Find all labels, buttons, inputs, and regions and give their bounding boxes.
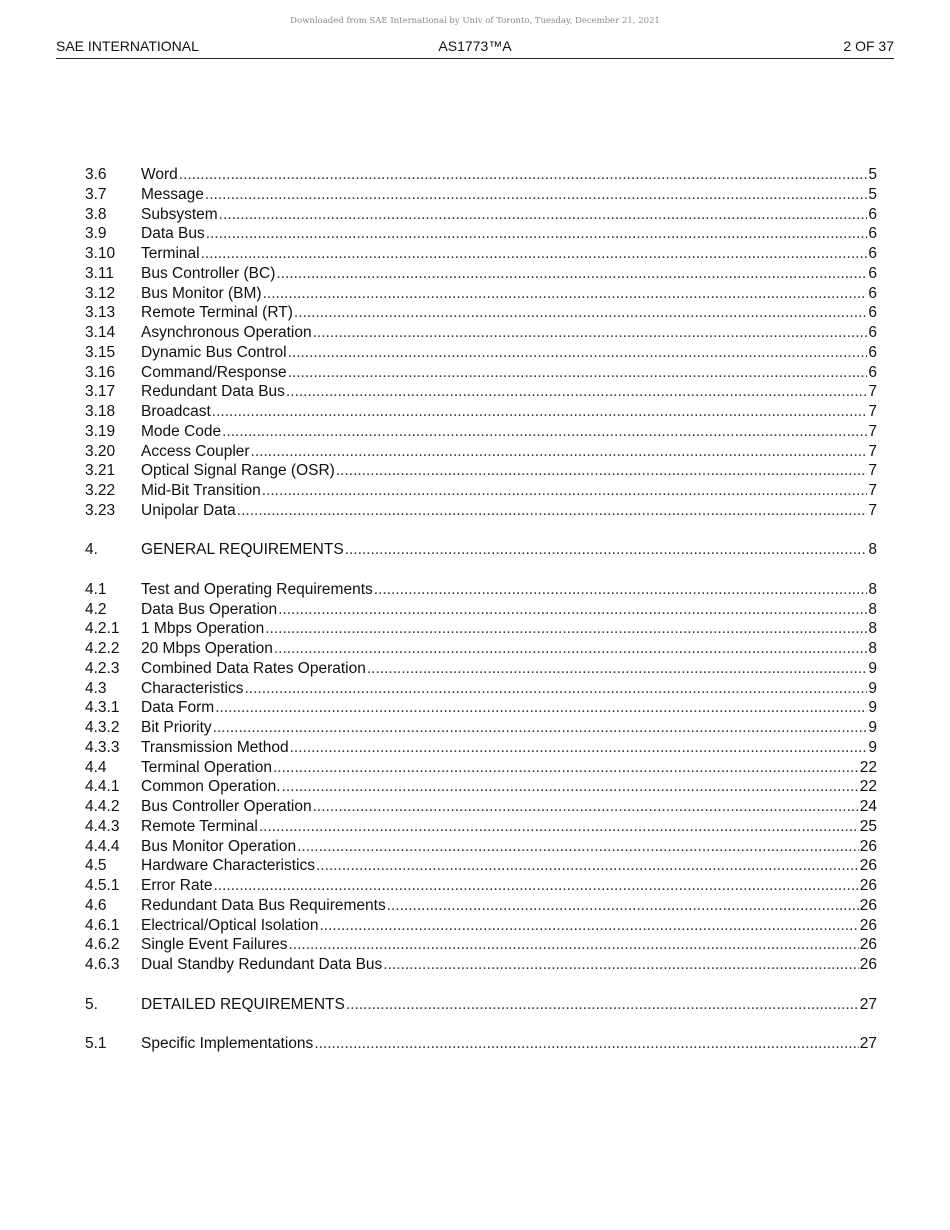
dot-leader (237, 501, 868, 521)
dot-leader (251, 442, 868, 462)
dot-leader (206, 224, 868, 244)
toc-entry-title: Transmission Method (141, 738, 289, 756)
toc-entry-page: 26 (859, 896, 877, 914)
toc-entry-page: 6 (868, 324, 877, 341)
toc-entry[interactable] (85, 856, 877, 876)
dot-leader (319, 916, 858, 936)
dot-leader (313, 797, 859, 817)
toc-entry-title: Bus Monitor (BM) (141, 284, 262, 302)
toc-entry-number: 4.4.3 (85, 817, 120, 835)
toc-spacer (85, 521, 877, 541)
toc-entry-number: 4.6.2 (85, 936, 120, 954)
toc-entry-page: 26 (859, 936, 877, 954)
toc-entry[interactable] (85, 639, 877, 659)
toc-entry-page: 9 (868, 699, 877, 717)
toc-entry-number: 3.10 (85, 245, 116, 262)
toc-entry-page: 26 (859, 916, 877, 934)
toc-entry[interactable] (85, 876, 877, 896)
toc-entry[interactable] (85, 382, 877, 402)
toc-entry-title: Remote Terminal (141, 817, 258, 835)
toc-entry-title: Data Bus Operation (141, 600, 278, 618)
toc-entry-number: 5. (85, 995, 98, 1013)
toc-entry-page: 8 (868, 580, 877, 598)
toc-entry-page: 25 (859, 817, 877, 835)
toc-entry[interactable] (85, 698, 877, 718)
toc-entry-number: 4.4.4 (85, 837, 120, 855)
toc-entry-number: 3.19 (85, 422, 116, 440)
header-organization: SAE INTERNATIONAL (56, 38, 199, 54)
toc-entry-title: Command/Response (141, 363, 287, 381)
toc-entry-title: Bus Controller (BC) (141, 264, 276, 282)
toc-entry[interactable] (85, 1034, 877, 1054)
toc-entry-page: 7 (868, 501, 877, 519)
toc-entry-number: 4.3.2 (85, 719, 120, 736)
toc-entry-title: Terminal Operation (141, 758, 272, 776)
dot-leader (212, 402, 868, 422)
download-watermark: Downloaded from SAE International by Univ of Toronto, Tuesday, December 21, 2021 (290, 16, 660, 26)
toc-entry[interactable] (85, 402, 877, 422)
toc-entry-number: 3.9 (85, 225, 107, 243)
dot-leader (263, 284, 868, 304)
toc-entry-page: 27 (859, 1035, 877, 1052)
toc-entry-page: 7 (868, 422, 877, 440)
toc-entry-title: Hardware Characteristics (141, 857, 315, 875)
toc-entry-page: 5 (868, 185, 877, 203)
toc-entry[interactable] (85, 165, 877, 185)
toc-entry-title: Data Bus (141, 225, 205, 243)
dot-leader (214, 876, 859, 896)
toc-entry[interactable] (85, 758, 877, 778)
toc-entry-number: 4.5.1 (85, 877, 120, 894)
dot-leader (336, 461, 868, 481)
dot-leader (288, 935, 858, 955)
toc-entry-title: Dynamic Bus Control (141, 343, 287, 361)
toc-entry-page: 7 (868, 442, 877, 460)
toc-entry[interactable] (85, 323, 877, 343)
toc-entry-page: 6 (868, 225, 877, 243)
toc-entry-title: Characteristics (141, 679, 244, 697)
toc-entry-title: Asynchronous Operation (141, 324, 312, 341)
toc-entry-page: 6 (868, 343, 877, 361)
toc-entry-title: Test and Operating Requirements (141, 580, 373, 598)
dot-leader (288, 363, 868, 383)
toc-entry-title: GENERAL REQUIREMENTS (141, 541, 344, 559)
toc-entry-number: 3.15 (85, 343, 116, 361)
dot-leader (222, 422, 867, 442)
toc-entry-number: 4.6.3 (85, 956, 120, 973)
toc-entry-number: 4. (85, 541, 98, 559)
dot-leader (367, 659, 868, 679)
toc-entry-title: Common Operation. (141, 778, 281, 796)
toc-entry-title: Mid-Bit Transition (141, 482, 261, 499)
dot-leader (259, 817, 859, 837)
toc-entry[interactable] (85, 600, 877, 620)
toc-entry-number: 4.4.1 (85, 778, 120, 796)
dot-leader (278, 600, 867, 620)
toc-entry[interactable] (85, 205, 877, 225)
toc-entry-title: Bus Controller Operation (141, 798, 312, 815)
toc-entry[interactable] (85, 501, 877, 521)
dot-leader (219, 205, 868, 225)
toc-entry[interactable] (85, 679, 877, 699)
toc-entry-number: 4.3.3 (85, 738, 120, 756)
toc-spacer (85, 1014, 877, 1034)
toc-entry-number: 3.21 (85, 462, 116, 480)
dot-leader (387, 896, 859, 916)
dot-leader (201, 244, 868, 264)
toc-entry-number: 3.17 (85, 383, 116, 401)
toc-entry[interactable] (85, 224, 877, 244)
toc-entry-page: 8 (868, 541, 877, 559)
toc-entry-number: 4.2.1 (85, 620, 120, 638)
toc-entry-title: DETAILED REQUIREMENTS (141, 995, 345, 1013)
toc-entry[interactable] (85, 955, 877, 975)
toc-entry-number: 3.13 (85, 304, 116, 322)
dot-leader (262, 481, 868, 501)
dot-leader (205, 185, 867, 205)
toc-entry[interactable] (85, 738, 877, 758)
toc-entry-number: 3.6 (85, 166, 107, 183)
toc-entry-title: Subsystem (141, 205, 218, 223)
toc-entry-number: 4.5 (85, 857, 107, 875)
toc-entry[interactable] (85, 264, 877, 284)
toc-entry[interactable] (85, 817, 877, 837)
toc-entry-title: Error Rate (141, 877, 213, 894)
dot-leader (273, 758, 859, 778)
toc-entry-title: Bus Monitor Operation (141, 837, 297, 855)
toc-entry-page: 6 (868, 264, 877, 282)
toc-entry[interactable] (85, 659, 877, 679)
toc-entry-title: Broadcast (141, 403, 211, 420)
toc-entry-number: 3.20 (85, 442, 116, 460)
toc-entry-page: 7 (868, 403, 877, 420)
dot-leader (374, 580, 868, 600)
toc-entry[interactable] (85, 619, 877, 639)
toc-entry-page: 26 (859, 857, 877, 875)
toc-entry-page: 9 (868, 659, 877, 677)
toc-entry-title: 1 Mbps Operation (141, 620, 265, 638)
toc-entry-page: 26 (859, 837, 877, 855)
toc-entry-page: 6 (868, 363, 877, 381)
toc-entry[interactable] (85, 916, 877, 936)
header-page-number: 2 OF 37 (843, 38, 894, 54)
toc-entry-title: Bit Priority (141, 719, 212, 736)
toc-entry-title: Terminal (141, 245, 200, 262)
dot-leader (297, 837, 859, 857)
dot-leader (213, 718, 868, 738)
toc-entry-number: 3.23 (85, 501, 116, 519)
page-header (56, 38, 894, 59)
header-document-id: AS1773™A (438, 38, 512, 54)
toc-spacer (85, 975, 877, 995)
toc-entry-title: Combined Data Rates Operation (141, 659, 366, 677)
toc-entry-page: 24 (859, 798, 877, 815)
toc-entry-title: Single Event Failures (141, 936, 288, 954)
toc-entry-title: Remote Terminal (RT) (141, 304, 293, 322)
toc-entry-title: Unipolar Data (141, 501, 236, 519)
toc-entry-title: Message (141, 185, 204, 203)
toc-entry-page: 5 (868, 166, 877, 183)
toc-entry-page: 7 (868, 462, 877, 480)
toc-entry-title: Access Coupler (141, 442, 250, 460)
toc-entry-title: 20 Mbps Operation (141, 640, 273, 657)
dot-leader (282, 777, 859, 797)
dot-leader (215, 698, 867, 718)
toc-entry-number: 4.4.2 (85, 798, 120, 815)
dot-leader (383, 955, 858, 975)
dot-leader (245, 679, 868, 699)
toc-entry-number: 4.6 (85, 896, 107, 914)
toc-entry[interactable] (85, 363, 877, 383)
toc-spacer (85, 560, 877, 580)
toc-entry[interactable] (85, 481, 877, 501)
dot-leader (179, 165, 868, 185)
toc-entry[interactable] (85, 896, 877, 916)
toc-entry-number: 4.2.2 (85, 640, 120, 657)
toc-entry-number: 3.18 (85, 403, 116, 420)
toc-entry-page: 8 (868, 640, 877, 657)
toc-entry-title: Dual Standby Redundant Data Bus (141, 956, 383, 973)
toc-entry-title: Redundant Data Bus Requirements (141, 896, 386, 914)
toc-entry-page: 7 (868, 482, 877, 499)
dot-leader (346, 995, 859, 1015)
toc-entry-page: 9 (868, 719, 877, 736)
toc-entry-page: 8 (868, 600, 877, 618)
toc-entry-page: 27 (859, 995, 877, 1013)
toc-entry-title: Word (141, 166, 178, 183)
toc-entry-number: 5.1 (85, 1035, 107, 1052)
toc-entry[interactable] (85, 797, 877, 817)
toc-entry-number: 3.8 (85, 205, 107, 223)
dot-leader (276, 264, 867, 284)
toc-entry[interactable] (85, 461, 877, 481)
toc-entry[interactable] (85, 343, 877, 363)
toc-entry-number: 4.4 (85, 758, 107, 776)
toc-entry[interactable] (85, 303, 877, 323)
toc-entry-number: 4.6.1 (85, 916, 120, 934)
toc-entry-page: 22 (859, 758, 877, 776)
toc-entry-page: 6 (868, 245, 877, 262)
toc-entry-number: 4.3.1 (85, 699, 120, 717)
dot-leader (274, 639, 868, 659)
toc-entry-number: 3.22 (85, 482, 116, 499)
toc-entry-number: 4.3 (85, 679, 107, 697)
toc-entry[interactable] (85, 185, 877, 205)
dot-leader (265, 619, 867, 639)
toc-entry[interactable] (85, 580, 877, 600)
toc-entry-number: 3.16 (85, 363, 116, 381)
toc-entry[interactable] (85, 718, 877, 738)
dot-leader (314, 1034, 858, 1054)
toc-entry-page: 9 (868, 738, 877, 756)
toc-entry[interactable] (85, 777, 877, 797)
toc-entry-title: Optical Signal Range (OSR) (141, 462, 335, 480)
toc-entry-title: Mode Code (141, 422, 222, 440)
dot-leader (288, 343, 868, 363)
toc-entry-page: 22 (859, 778, 877, 796)
toc-entry-page: 26 (859, 877, 877, 894)
toc-entry[interactable] (85, 995, 877, 1015)
toc-entry-page: 6 (868, 284, 877, 302)
toc-entry-number: 3.14 (85, 324, 116, 341)
toc-entry-number: 4.1 (85, 580, 107, 598)
toc-entry-page: 8 (868, 620, 877, 638)
toc-entry[interactable] (85, 837, 877, 857)
toc-entry-title: Specific Implementations (141, 1035, 314, 1052)
dot-leader (313, 323, 868, 343)
table-of-contents (85, 165, 877, 1054)
toc-entry-number: 3.12 (85, 284, 116, 302)
toc-entry-number: 4.2 (85, 600, 107, 618)
toc-entry-page: 6 (868, 304, 877, 322)
toc-entry-number: 3.7 (85, 185, 107, 203)
dot-leader (286, 382, 867, 402)
toc-entry-number: 4.2.3 (85, 659, 120, 677)
toc-entry[interactable] (85, 935, 877, 955)
toc-entry[interactable] (85, 422, 877, 442)
toc-entry[interactable] (85, 442, 877, 462)
toc-entry-page: 9 (868, 679, 877, 697)
toc-entry-number: 3.11 (85, 264, 115, 282)
toc-entry[interactable] (85, 244, 877, 264)
dot-leader (290, 738, 868, 758)
dot-leader (294, 303, 867, 323)
toc-entry-title: Redundant Data Bus (141, 383, 285, 401)
dot-leader (345, 540, 868, 560)
dot-leader (316, 856, 859, 876)
toc-entry-title: Electrical/Optical Isolation (141, 916, 319, 934)
toc-entry-page: 26 (859, 956, 877, 973)
toc-entry-page: 6 (868, 205, 877, 223)
toc-entry[interactable] (85, 540, 877, 560)
toc-entry[interactable] (85, 284, 877, 304)
toc-entry-page: 7 (868, 383, 877, 401)
toc-entry-title: Data Form (141, 699, 215, 717)
